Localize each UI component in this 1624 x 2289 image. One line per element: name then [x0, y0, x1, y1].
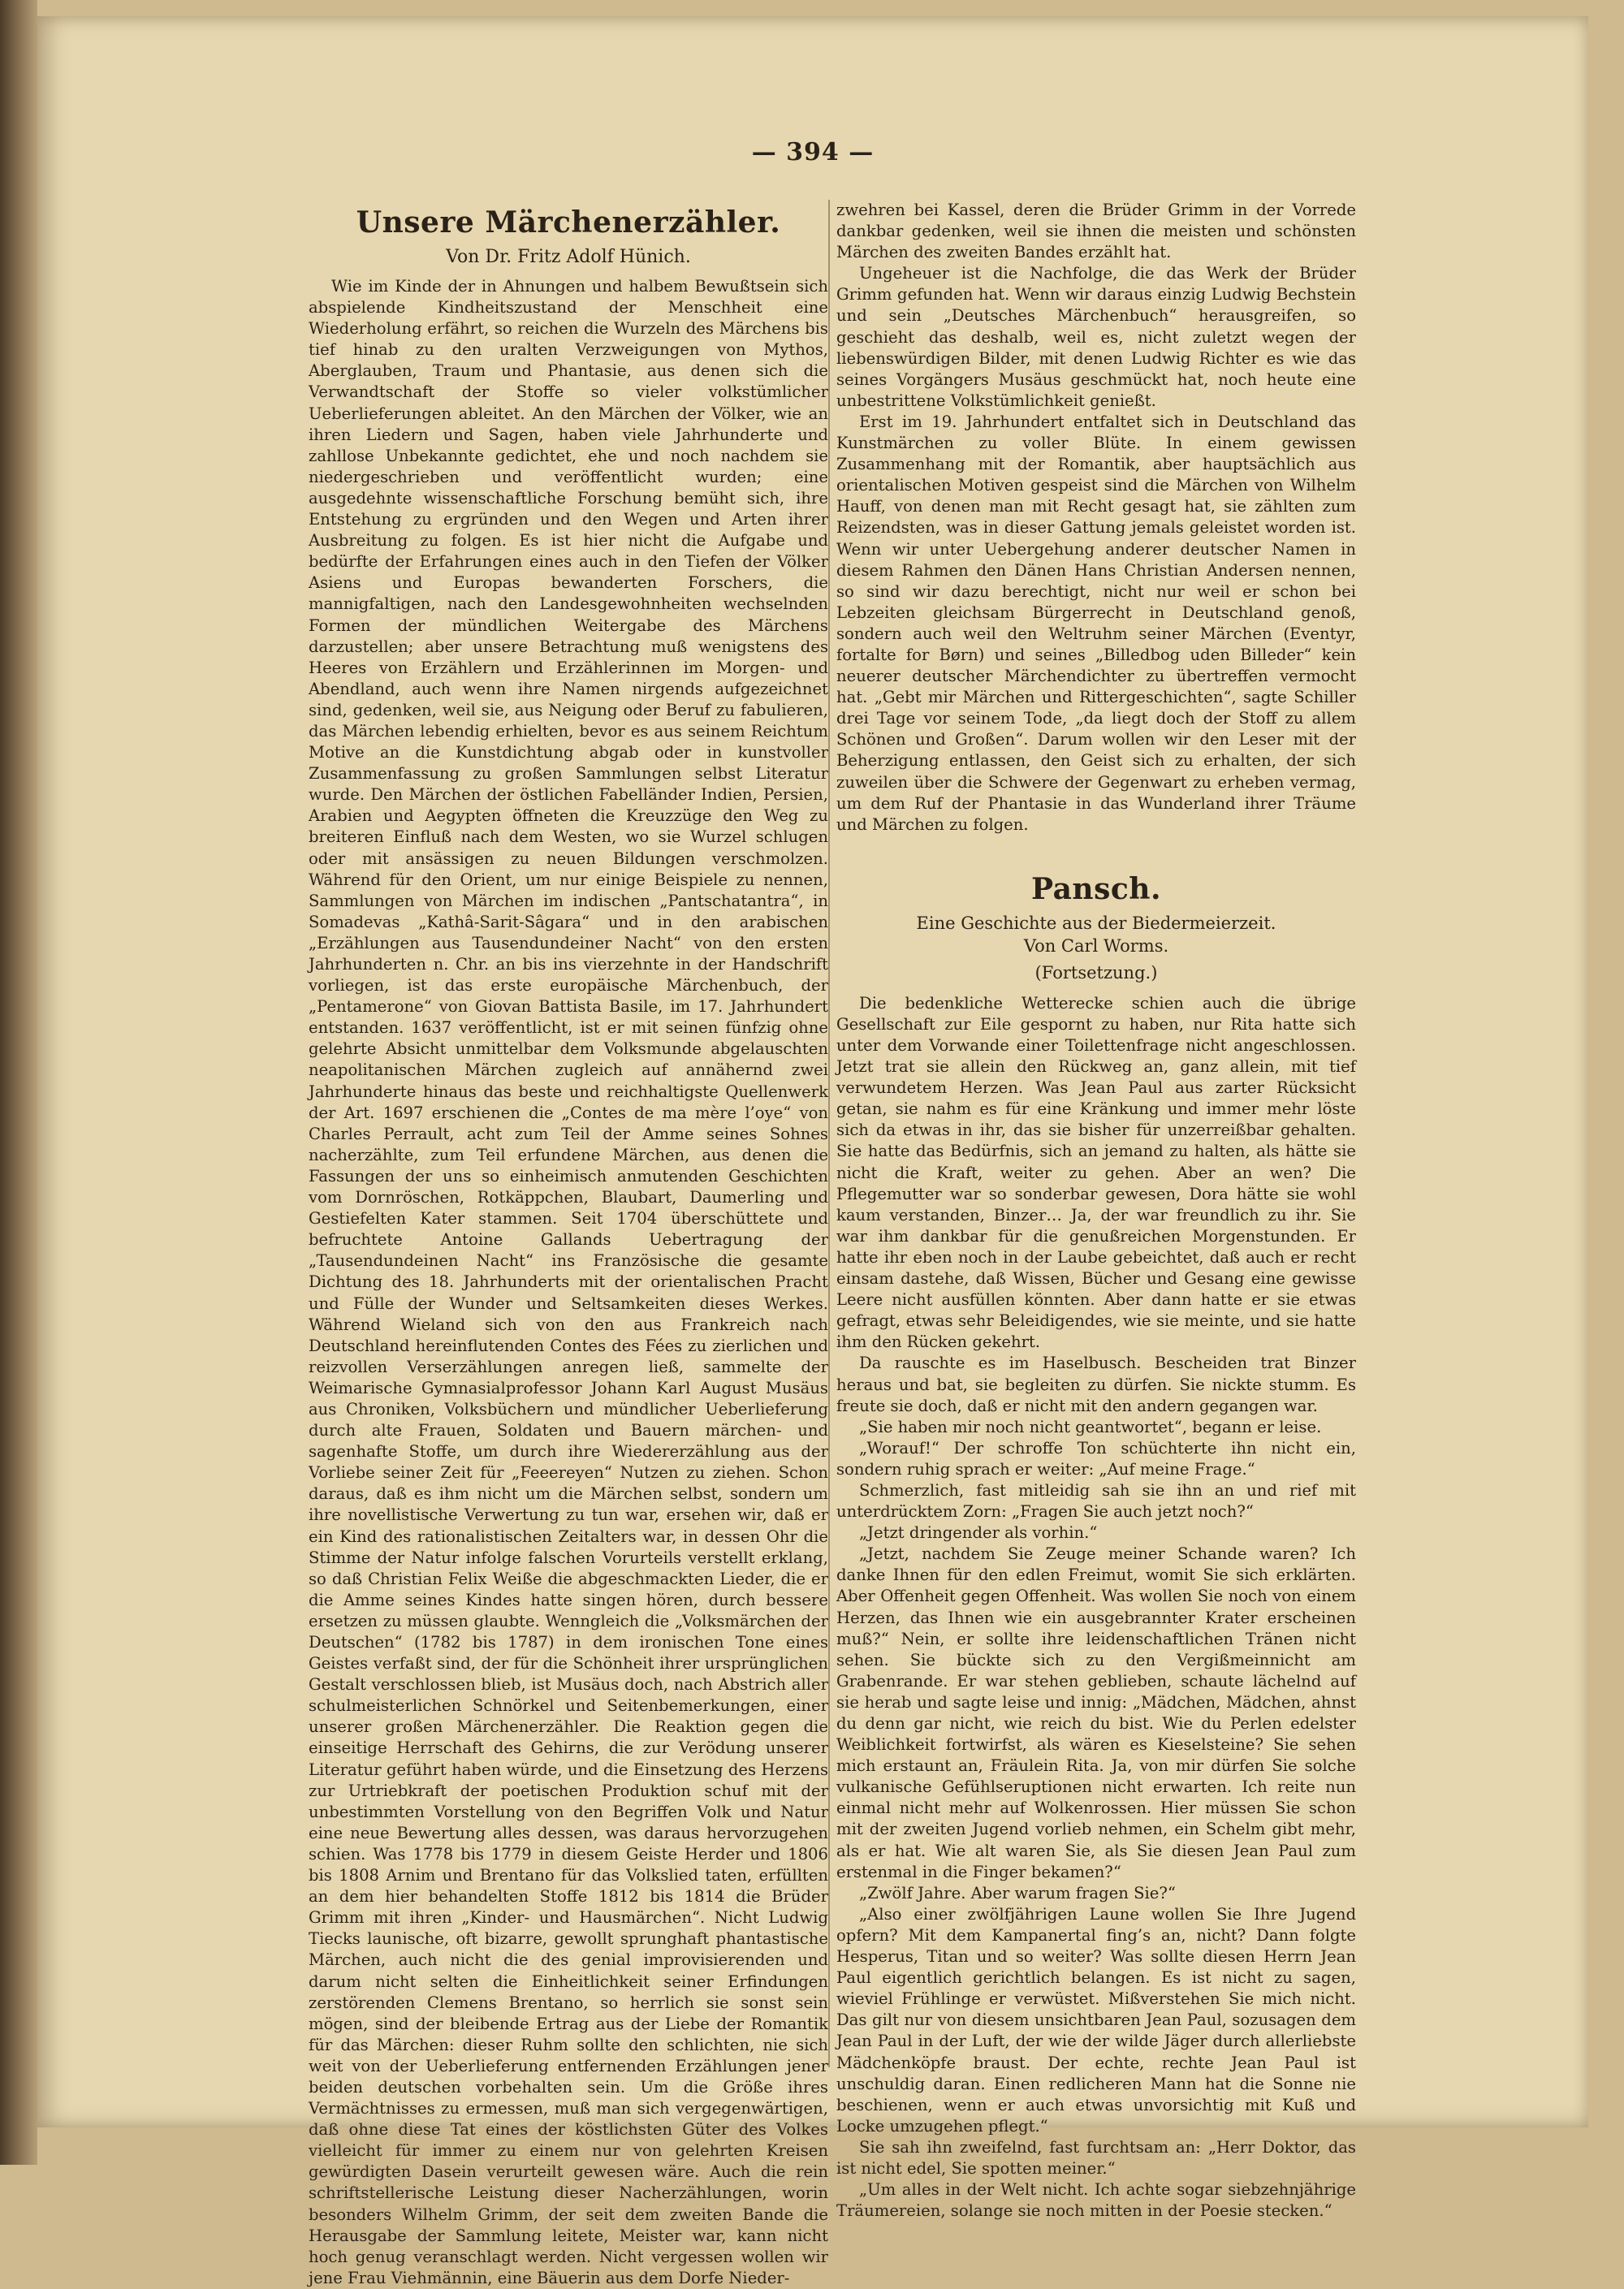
section-spacer [836, 836, 1356, 871]
article-paragraph: zwehren bei Kassel, deren die Brüder Grimm in der Vorrede dankbar gedenken, weil sie ihnen die meisten und schönsten Märchen des zweiten Bandes erzählt hat. [836, 201, 1356, 262]
story-paragraph: „Zwölf Jahre. Aber warum fragen Sie?“ [859, 1883, 1176, 1902]
story-byline: Von Carl Worms. [1023, 935, 1169, 956]
story-paragraph: „Also einer zwölfjährigen Laune wollen Sie Ihre Jugend opfern? Mit dem Kampanertal fing’s an, nicht? Dann folgte Hesperus, Titan und so weiter? Was sollte diesen Herrn Jean Paul eigentlich gerichtlich belangen. Es ist nicht zu sagen, wieviel Frühlinge er verwüstet. Mißverstehen Sie mich nicht. Das gilt nur von diesem unsichtbaren Jean Paul, sozusagen dem Jean Paul in der Luft, der wie der wilde Jäger durch allerliebste Mädchenköpfe braust. Der echte, rechte Jean Paul ist unschuldig daran. Einen redlicheren Mann hat die Sonne nie beschienen, wenn er auch etwas unvorsichtig mit Kuß und Locke umzugehen pflegt.“ [836, 1904, 1356, 2136]
book-binding [0, 0, 37, 2165]
article-title: Unsere Märchenerzähler. [356, 205, 781, 240]
article-paragraph: Erst im 19. Jahrhundert entfaltet sich in Deutschland das Kunstmärchen zu voller Blüte. In einem gewissen Zusammenhang mit der Romantik, aber hauptsächlich aus orientalischen Motiven gespeist sind die Märchen von Wilhelm Hauff, von denen man mit Recht gesagt hat, sie zählten zum Reizendsten, was in dieser Gattung jemals geleistet worden ist. Wenn wir unter Uebergehung anderer deutscher Namen in diesem Rahmen den Dänen Hans Christian Andersen nennen, so sind wir dazu berechtigt, nicht nur weil er schon bei Lebzeiten gleichsam Bürgerrecht in Deutschland genoß, sondern auch weil den Weltruhm seiner Märchen (Eventyr, fortalte for Børn) und seines „Billedbog uden Billeder“ kein neuerer deutscher Märchendichter zu übertreffen vermocht hat. „Gebt mir Märchen und Rittergeschichten“, sagte Schiller drei Tage vor seinem Tode, „da liegt doch der Stoff zu allem Schönen und Großen“. Darum wollen wir den Leser mit der Beherzigung entlassen, den Geist sich zu erhalten, der sich zuweilen über die Schwere der Gegenwart zu erheben vermag, um dem Ruf der Phantasie in das Wunderland ihrer Träume und Märchen zu folgen. [836, 412, 1356, 834]
story-title: Pansch. [1031, 871, 1161, 906]
story-paragraph: „Sie haben mir noch nicht geantwortet“, begann er leise. [859, 1417, 1322, 1436]
story-paragraph: Sie sah ihn zweifelnd, fast furchtsam an: „Herr Doktor, das ist nicht edel, Sie spotten meiner.“ [836, 2137, 1356, 2178]
story-paragraph: Da rauschte es im Haselbusch. Bescheiden trat Binzer heraus und bat, sie begleiten zu dürfen. Sie nickte stumm. Es freute sie doch, daß er nicht mit den andern gegangen war. [836, 1354, 1356, 1415]
story-paragraph: „Worauf!“ Der schroffe Ton schüchterte ihn nicht ein, sondern ruhig sprach er weiter: „Auf meine Frage.“ [836, 1438, 1356, 1479]
story-subtitle: Eine Geschichte aus der Biedermeierzeit. [916, 913, 1276, 933]
column-divider [828, 200, 830, 2067]
story-paragraph: „Um alles in der Welt nicht. Ich achte sogar siebzehnjährige Träumereien, solange sie noch mitten in der Poesie stecken.“ [836, 2180, 1356, 2221]
page-number: — 394 — [751, 138, 875, 166]
story-paragraph: „Jetzt dringender als vorhin.“ [859, 1523, 1098, 1543]
story-paragraph: Die bedenkliche Wetterecke schien auch die übrige Gesellschaft zur Eile gespornt zu haben, nur Rita hatte sich unter dem Vorwande einer Toilettenfrage nicht angeschlossen. Jetzt trat sie allein den Rückweg an, ganz allein, mit tief verwundetem Herzen. Was Jean Paul aus zarter Rücksicht getan, sie nahm es für eine Kränkung und immer mehr löste sich da etwas in ihr, das sie bisher für unzerreißbar gehalten. Sie hatte das Bedürfnis, sich an jemand zu halten, als hätte sie nicht die Kraft, weiter zu gehen. Aber an wen? Die Pflegemutter war so sonderbar gewesen, Dora hätte sie wohl kaum verstanden, Binzer… Ja, der war freundlich zu ihr. Sie war ihm dankbar für die genußreichen Morgenstunden. Er hatte ihr eben noch in der Laube gebeichtet, daß auch er recht einsam dastehe, daß Wissen, Bücher und Gesang eine gewisse Leere nicht ausfüllen könnten. Aber dann hatte er sie etwas gefragt, etwas sehr Beleidigendes, wie sie meinte, und sie hatte ihm den Rücken gekehrt. [836, 993, 1356, 1352]
newspaper-page [37, 16, 1588, 2287]
story-paragraph: Schmerzlich, fast mitleidig sah sie ihn an und rief mit unterdrücktem Zorn: „Fragen Sie auch jetzt noch?“ [836, 1480, 1356, 1522]
article-paragraph: Wie im Kinde der in Ahnungen und halbem Bewußtsein sich abspielende Kindheitszustand der Menschheit eine Wiederholung erfährt, so reichen die Wurzeln des Märchens bis tief hinab zu den uralten Verzweigungen von Mythos, Aberglauben, Traum und Phantasie, aus denen sich die Verwandtschaft der Stoffe so vieler volkstümlicher Ueberlieferungen ableitet. An den Märchen der Völker, wie an ihren Liedern und Sagen, haben viele Jahrhunderte und zahllose Unbekannte gedichtet, ehe und noch nachdem sie niedergeschrieben und veröffentlicht wurden; eine ausgedehnte wissenschaftliche Forschung bemüht sich, ihre Entstehung zu ergründen und den Wegen und Arten ihrer Ausbreitung zu folgen. Es ist hier nicht die Aufgabe und bedürfte der Erfahrungen eines auch in den Tiefen der Völker Asiens und Europas bewanderten Forschers, die mannigfaltigen, nach den Landesgewohnheiten wechselnden Formen der mündlichen Weitergabe des Märchens darzustellen; aber unsere Betrachtung muß wenigstens des Heeres von Erzählern und Erzählerinnen im Morgen- und Abendland, auch wenn ihre Namen nirgends aufgezeichnet sind, gedenken, weil sie, aus Neigung oder Beruf zu fabulieren, das Märchen lebendig erhielten, bevor es aus seinem Reichtum Motive an die Kunstdichtung abgab oder in kunstvoller Zusammenfassung zu großen Sammlungen selbst Literatur wurde. Den Märchen der östlichen Fabelländer Indien, Persien, Arabien und Aegypten öffneten die Kreuzzüge den Weg zu breiteren Einfluß nach dem Westen, wo sie Wurzel schlugen oder mit ansässigen zu neuen Bildungen verschmolzen. Während für den Orient, um nur einige Beispiele zu nennen, Sammlungen von Märchen im indischen „Pantschatantra“, in Somadevas „Kathâ-Sarit-Sâgara“ und in den arabischen „Erzählungen aus Tausendundeiner Nacht“ von den ersten Jahrhunderten n. Chr. an bis ins vierzehnte in der Handschrift vorliegen, ist das erste europäische Märchenbuch, der „Pentamerone“ von Giovan Battista Basile, im 17. Jahrhundert entstanden. 1637 veröffentlicht, ist er mit seinen fünfzig ohne gelehrte Absicht unmittelbar dem Volksmunde abgelauschten neapolitanischen Märchen zugleich auf annähernd zwei Jahrhunderte hinaus das beste und reichhaltigste Quellenwerk der Art. 1697 erschienen die „Contes de ma mère l’oye“ von Charles Perrault, acht zum Teil der Amme seines Sohnes nacherzählte, zum Teil erfundene Märchen, aus denen die Fassungen der uns so einheimisch anmutenden Geschichten vom Dornröschen, Rotkäppchen, Blaubart, Daumerling und Gestiefelten Kater stammen. Seit 1704 überschüttete und befruchtete Antoine Gallands Uebertragung der „Tausendundeinen Nacht“ ins Französische die gesamte Dichtung des 18. Jahrhunderts mit der orientalischen Pracht und Fülle der Wunder und Seltsamkeiten dieses Werkes. Während Wieland sich von den aus Frankreich nach Deutschland hereinflutenden Contes des Fées zu zierlichen und reizvollen Verserzählungen anregen ließ, sammelte der Weimarische Gymnasialprofessor Johann Karl August Musäus aus Chroniken, Volksbüchern und mündlicher Ueberlieferung durch alte Frauen, Soldaten und Bauern märchen- und sagenhafte Stoffe, um durch ihre Wiedererzählung aus der Vorliebe seiner Zeit für „Feeereyen“ Nutzen zu ziehen. Schon daraus, daß es ihm nicht um die Märchen selbst, sondern um ihre novellistische Verwertung zu tun war, ersehen wir, daß er ein Kind des rationalistischen Zeitalters war, in dessen Ohr die Stimme der Natur infolge falschen Vorurteils verstellt erklang, so daß Christian Felix Weiße die abgeschmackten Lieder, die er die Amme seines Kindes hatte singen hören, durch bessere ersetzen zu müssen glaubte. Wenngleich die „Volksmärchen der Deutschen“ (1782 bis 1787) in dem ironischen Tone eines Geistes verfaßt sind, der für die Schönheit ihrer ursprünglichen Gestalt verschlossen blieb, ist Musäus doch, nach Abstrich aller schulmeisterlichen Schnörkel und Seitenbemerkungen, einer unserer großen Märchenerzähler. Die Reaktion gegen die einseitige Herrschaft des Gehirns, die zur Verödung unserer Literatur geführt haben würde, und die Einsetzung des Herzens zur Urtriebkraft der poetischen Produktion schuf mit der unbestimmten Vorstellung von den Begriffen Volk und Natur eine neue Bewertung alles dessen, was daraus hervorzugehen schien. Was 1778 bis 1779 in diesem Geiste Herder und 1806 bis 1808 Arnim und Brentano für das Volkslied taten, erfüllten an dem hier behandelten Stoffe 1812 bis 1814 die Brüder Grimm mit ihren „Kinder- und Hausmärchen“. Nicht Ludwig Tiecks launische, oft bizarre, gewollt sprunghaft phantastische Märchen, auch nicht die des genial improvisierenden und darum nicht selten die Einheitlichkeit seiner Erfindungen zerstörenden Clemens Brentano, so herrlich sie sonst sein mögen, sind der bleibende Ertrag aus der Liebe der Romantik für das Märchen: dieser Ruhm sollte den schlichten, nie sich weit von der Ueberlieferung entfernenden Erzählungen jener beiden deutschen vorbehalten sein. Um die Größe ihres Vermächtnisses zu ermessen, muß man sich vergegenwärtigen, daß ohne diese Tat eines der köstlichsten Güter des Volkes vielleicht für immer zu einem nur von gelehrten Kreisen gewürdigten Dasein verurteilt gewesen wäre. Auch die rein schriftstellerische Leistung dieser Nacherzählungen, worin besonders Wilhelm Grimm, der seit dem zweiten Bande die Herausgabe der Sammlung leitete, Meister war, kann nicht hoch genug veranschlagt werden. Nicht vergessen wollen wir jene Frau Viehmännin, eine Bäuerin aus dem Dorfe Nieder- [309, 277, 828, 2287]
continuation-note: (Fortsetzung.) [1034, 962, 1158, 983]
right-column [836, 200, 1356, 2222]
article-byline: Von Dr. Fritz Adolf Hünich. [446, 247, 691, 267]
story-paragraph: „Jetzt, nachdem Sie Zeuge meiner Schande waren? Ich danke Ihnen für den edlen Freimut, womit Sie sich erklärten. Aber Offenheit gegen Offenheit. Was wollen Sie noch von einem Herzen, das Ihnen wie ein ausgebrannter Krater erscheinen muß?“ Nein, er sollte ihre leidenschaftlichen Tränen nicht sehen. Sie bückte sich zu den Vergißmeinnicht am Grabenrande. Er war stehen geblieben, schaute lächelnd auf sie herab und sagte leise und innig: „Mädchen, Mädchen, ahnst du denn gar nicht, wie reich du bist. Wie du Perlen edelster Weiblichkeit fortwirfst, als wären es Kieselsteine? Sie sehen mich erstaunt an, Fräulein Rita. Ja, von mir dürfen Sie solche vulkanische Gefühlseruptionen nicht erwarten. Ich reite nun einmal nicht mehr auf Wolkenrossen. Hier müssen Sie schon mit der zweiten Jugend vorlieb nehmen, ein Schelm gibt mehr, als er hat. Wie alt waren Sie, als Sie diesen Jean Paul zum erstenmal in die Finger bekamen?“ [836, 1544, 1356, 1881]
article-paragraph: Ungeheuer ist die Nachfolge, die das Werk der Brüder Grimm gefunden hat. Wenn wir daraus einzig Ludwig Bechstein und sein „Deutsches Märchenbuch“ herausgreifen, so geschieht das deshalb, weil es, nicht zuletzt wegen der liebenswürdigen Bilder, mit denen Ludwig Richter es wie das seines Vorgängers Musäus geschmückt hat, noch heute eine unbestrittene Volkstümlichkeit genießt. [836, 264, 1356, 410]
left-column [309, 200, 828, 2289]
